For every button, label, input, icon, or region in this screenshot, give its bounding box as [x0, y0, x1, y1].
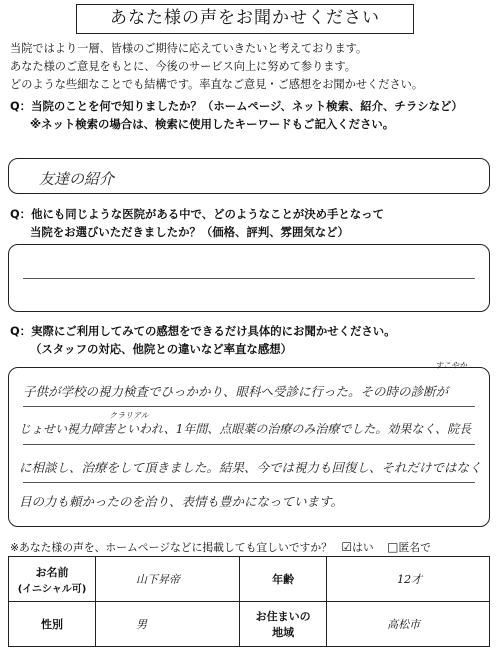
name-value: 山下昇帝 — [136, 573, 180, 586]
table-row — [9, 557, 490, 602]
answer-3-line: 目の力も頼かったのを治り、表情も豊かになっています。 — [19, 494, 344, 509]
age-label: 年齢 — [272, 573, 295, 586]
consent-anon-label: 匿名で — [398, 541, 431, 554]
answer-box-2[interactable] — [8, 244, 490, 312]
answer-3-line: 子供が学校の視力検査でひっかかり、眼科へ受診に行った。その時の診断が — [23, 384, 449, 399]
question-2-line-2: 当院をお選びいただきましたか？（価格、評判、雰囲気など） — [30, 225, 349, 239]
answer-box-1[interactable] — [8, 158, 490, 194]
intro-line: 当院ではより一層、皆様のご期待に応えていきたいと考えております。 — [10, 42, 368, 55]
question-2-line-1: Q：他にも同じような医院がある中で、どのようなことが決め手となって — [10, 207, 384, 221]
name-value-cell[interactable] — [96, 557, 240, 602]
question-3-line-2: （スタッフの対応、他院との違いなど率直な感想） — [30, 342, 292, 356]
question-1-line-2: ※ネット検索の場合は、検索に使用したキーワードもご記入ください。 — [30, 117, 395, 131]
consent-row — [10, 540, 431, 555]
answer-box-3-rule — [23, 482, 475, 483]
answer-box-2-rule — [23, 278, 475, 279]
consent-question: ※あなた様の声を、ホームページなどに掲載しても宜しいですか？ — [10, 541, 332, 554]
info-table — [8, 556, 490, 647]
question-1-line-1: Q：当院のことを何で知りましたか？（ホームページ、ネット検索、紹介、チラシなど） — [10, 99, 463, 113]
question-1 — [10, 97, 463, 133]
intro-line: あなた様のご意見をもとに、今後のサービス向上に努めて参ります。 — [10, 60, 356, 73]
answer-box-3-rule — [23, 406, 475, 407]
answer-1-text: 友達の紹介 — [39, 170, 115, 188]
checkbox-checked-icon[interactable]: ☑ — [341, 540, 353, 554]
age-label-cell — [240, 557, 327, 602]
name-label: お名前 — [35, 565, 69, 579]
area-value-cell[interactable] — [327, 602, 490, 647]
answer-3-annotation-top: すこやか — [435, 361, 467, 370]
name-label-cell — [9, 557, 96, 602]
table-row — [9, 602, 490, 647]
sex-label-cell — [9, 602, 96, 647]
question-3 — [10, 322, 396, 358]
age-value: 12才 — [397, 573, 423, 586]
area-label-sub: 地域 — [272, 626, 295, 639]
answer-box-3-rule — [23, 444, 475, 445]
age-value-cell[interactable] — [327, 557, 490, 602]
consent-yes-label: はい — [352, 541, 374, 554]
sex-label: 性別 — [41, 618, 63, 631]
sex-value: 男 — [136, 618, 147, 631]
page-title: あなた様の声をお聞かせください — [76, 4, 414, 34]
sex-value-cell[interactable] — [96, 602, 240, 647]
answer-3-annotation-kana: クラリアル — [109, 411, 149, 420]
consent-yes-option[interactable] — [341, 541, 377, 554]
area-label-cell — [240, 602, 327, 647]
answer-3-line: じょせい視力障害といわれ、1年間、点眼薬の治療のみ治療でした。効果なく、院長 — [19, 422, 472, 436]
consent-anon-option[interactable] — [387, 541, 431, 554]
name-label-sub: (イニシャル可) — [17, 583, 87, 595]
checkbox-empty-icon[interactable]: □ — [387, 540, 399, 554]
area-value: 高松市 — [387, 618, 421, 631]
area-label: お住まいの — [255, 610, 311, 623]
intro-line: どのような些細なことでも結構です。率直なご意見・ご感想をお聞かせください。 — [10, 78, 424, 91]
question-2 — [10, 205, 384, 241]
question-3-line-1: Q：実際にご利用してみての感想をできるだけ具体的にお聞かせください。 — [10, 324, 396, 338]
answer-3-line: に相談し、治療をして頂きました。結果、今では視力も回復し、それだけではなく — [19, 460, 482, 475]
intro-text — [10, 40, 423, 94]
answer-box-3[interactable] — [8, 361, 490, 527]
